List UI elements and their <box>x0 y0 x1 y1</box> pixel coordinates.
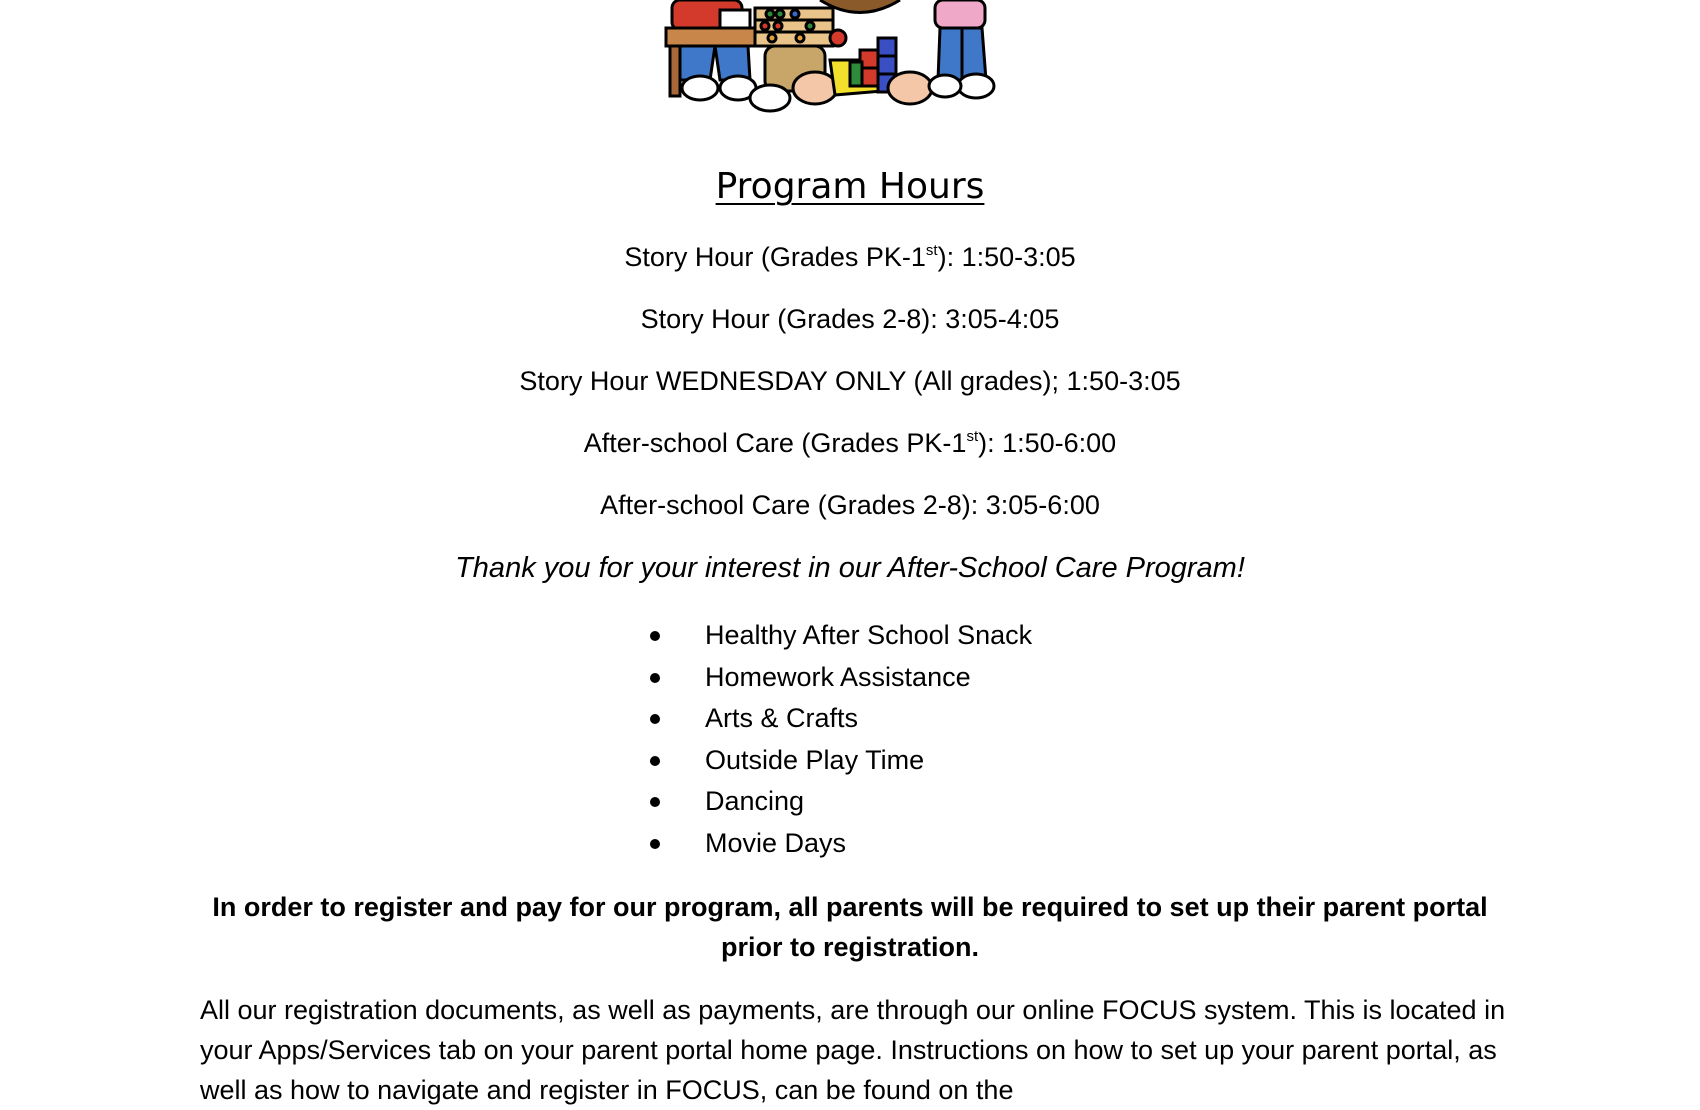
children-playing-illustration <box>660 0 1060 125</box>
hours-line-aftercare-pk1: After-school Care (Grades PK-1st): 1:50-6:00 <box>583 428 1117 458</box>
hours-line-story-pk1: Story Hour (Grades PK-1st): 1:50-3:05 <box>624 242 1076 272</box>
superscript: st <box>925 242 938 259</box>
program-hours-title: Program Hours <box>715 166 985 207</box>
list-item: Outside Play Time <box>650 743 1032 785</box>
bullet-icon <box>650 673 660 683</box>
bullet-icon <box>650 714 660 724</box>
bullet-icon <box>650 797 660 807</box>
hours-line-story-2-8: Story Hour (Grades 2-8): 3:05-4:05 <box>640 304 1060 334</box>
bullet-icon <box>650 631 660 641</box>
thank-you-message: Thank you for your interest in our After-School Care Program! <box>455 552 1245 584</box>
hours-line-story-wednesday: Story Hour WEDNESDAY ONLY (All grades); 1:50-3:05 <box>519 366 1181 396</box>
list-item: Movie Days <box>650 826 1032 868</box>
bullet-icon <box>650 756 660 766</box>
registration-notice: In order to register and pay for our program, all parents will be required to set up their parent portal prior to registration. <box>212 892 1488 962</box>
registration-instructions: All our registration documents, as well as payments, are through our online FOCUS system. This is located in your Apps/Services tab on your parent portal home page. Instructions on how to set up your parent portal, as well as how to navigate and register in FOCUS, can be found on the <box>200 995 1506 1105</box>
bullet-icon <box>650 839 660 849</box>
superscript: st <box>966 428 979 445</box>
list-item: Dancing <box>650 784 1032 826</box>
list-item: Homework Assistance <box>650 660 1032 702</box>
list-item: Healthy After School Snack <box>650 618 1032 660</box>
hours-line-aftercare-2-8: After-school Care (Grades 2-8): 3:05-6:00 <box>600 490 1100 520</box>
features-list <box>650 618 1032 868</box>
list-item: Arts & Crafts <box>650 701 1032 743</box>
